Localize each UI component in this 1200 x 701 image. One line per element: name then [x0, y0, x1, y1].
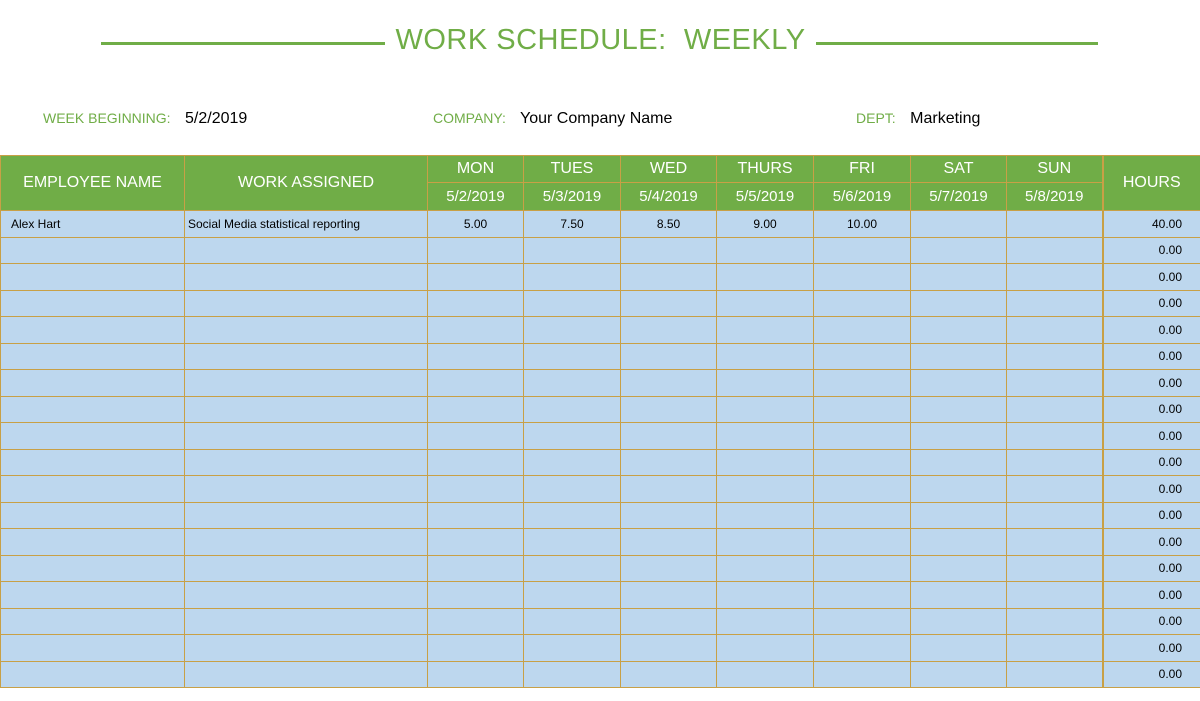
table-row [1, 211, 1200, 238]
hours-sat-cell[interactable] [911, 502, 1007, 529]
employee-name-cell[interactable] [1, 343, 185, 370]
hours-sat-cell[interactable] [911, 661, 1007, 688]
table-row [1, 317, 1200, 344]
hours-sat-cell[interactable] [911, 635, 1007, 662]
hours-mon-cell[interactable] [428, 423, 524, 450]
hours-sat-cell[interactable] [911, 529, 1007, 556]
hours-wed-cell[interactable] [621, 529, 717, 556]
hours-sun-cell[interactable] [1007, 555, 1103, 582]
hours-mon-cell[interactable] [428, 343, 524, 370]
employee-name-cell[interactable] [1, 317, 185, 344]
hours-thurs-cell[interactable] [717, 370, 814, 397]
hours-sun-cell[interactable] [1007, 264, 1103, 291]
title-banner [0, 18, 1200, 62]
total-hours-cell[interactable]: 0.00 [1103, 264, 1200, 291]
employee-name-cell[interactable] [1, 370, 185, 397]
hours-tues-cell[interactable] [524, 502, 621, 529]
hours-sun-cell[interactable] [1007, 396, 1103, 423]
hours-wed-cell[interactable] [621, 582, 717, 609]
work-assigned-cell[interactable] [185, 582, 428, 609]
hours-thurs-cell[interactable] [717, 343, 814, 370]
hours-mon-cell[interactable] [428, 502, 524, 529]
hours-mon-cell[interactable] [428, 476, 524, 503]
hours-tues-cell[interactable] [524, 396, 621, 423]
hours-wed-cell[interactable] [621, 343, 717, 370]
week-beginning-field [43, 108, 247, 129]
dept-label: DEPT: [856, 110, 896, 126]
hours-sun-cell[interactable] [1007, 476, 1103, 503]
hours-thurs-cell[interactable] [717, 608, 814, 635]
employee-name-cell[interactable] [1, 529, 185, 556]
hours-wed-cell[interactable]: 8.50 [621, 211, 717, 238]
hours-thurs-cell[interactable] [717, 423, 814, 450]
hours-thurs-cell[interactable] [717, 264, 814, 291]
total-hours-cell[interactable]: 0.00 [1103, 635, 1200, 662]
hours-sun-cell[interactable] [1007, 423, 1103, 450]
hours-thurs-cell[interactable] [717, 317, 814, 344]
table-row [1, 343, 1200, 370]
employee-name-cell[interactable] [1, 661, 185, 688]
header-day-tues: TUES [524, 156, 621, 183]
total-hours-cell[interactable]: 40.00 [1103, 211, 1200, 238]
hours-tues-cell[interactable] [524, 529, 621, 556]
hours-fri-cell[interactable] [814, 370, 911, 397]
table-row [1, 290, 1200, 317]
hours-tues-cell[interactable] [524, 290, 621, 317]
header-date-sun: 5/8/2019 [1007, 183, 1103, 211]
hours-tues-cell[interactable] [524, 608, 621, 635]
header-work-assigned: WORK ASSIGNED [185, 156, 428, 211]
hours-fri-cell[interactable] [814, 423, 911, 450]
header-day-mon: MON [428, 156, 524, 183]
hours-mon-cell[interactable]: 5.00 [428, 211, 524, 238]
table-row [1, 396, 1200, 423]
total-hours-cell[interactable]: 0.00 [1103, 237, 1200, 264]
hours-tues-cell[interactable] [524, 555, 621, 582]
hours-mon-cell[interactable] [428, 582, 524, 609]
hours-fri-cell[interactable] [814, 529, 911, 556]
total-hours-cell[interactable]: 0.00 [1103, 476, 1200, 503]
work-assigned-cell[interactable] [185, 290, 428, 317]
table-row [1, 476, 1200, 503]
hours-sat-cell[interactable] [911, 476, 1007, 503]
hours-tues-cell[interactable]: 7.50 [524, 211, 621, 238]
hours-wed-cell[interactable] [621, 502, 717, 529]
hours-wed-cell[interactable] [621, 661, 717, 688]
table-row [1, 661, 1200, 688]
hours-sat-cell[interactable] [911, 237, 1007, 264]
total-hours-cell[interactable]: 0.00 [1103, 582, 1200, 609]
hours-fri-cell[interactable] [814, 476, 911, 503]
header-day-sat: SAT [911, 156, 1007, 183]
hours-mon-cell[interactable] [428, 449, 524, 476]
total-hours-cell[interactable]: 0.00 [1103, 529, 1200, 556]
hours-fri-cell[interactable] [814, 555, 911, 582]
hours-tues-cell[interactable] [524, 449, 621, 476]
hours-fri-cell[interactable] [814, 582, 911, 609]
hours-sat-cell[interactable] [911, 396, 1007, 423]
work-assigned-cell[interactable] [185, 476, 428, 503]
employee-name-cell[interactable] [1, 449, 185, 476]
hours-fri-cell[interactable] [814, 608, 911, 635]
hours-sat-cell[interactable] [911, 608, 1007, 635]
total-hours-cell[interactable]: 0.00 [1103, 555, 1200, 582]
total-hours-cell[interactable]: 0.00 [1103, 661, 1200, 688]
header-day-fri: FRI [814, 156, 911, 183]
dept-field [856, 108, 980, 129]
hours-tues-cell[interactable] [524, 343, 621, 370]
hours-wed-cell[interactable] [621, 423, 717, 450]
hours-mon-cell[interactable] [428, 290, 524, 317]
hours-sun-cell[interactable] [1007, 317, 1103, 344]
work-assigned-cell[interactable] [185, 423, 428, 450]
week-beginning-label: WEEK BEGINNING: [43, 110, 171, 126]
hours-thurs-cell[interactable] [717, 290, 814, 317]
hours-sat-cell[interactable] [911, 264, 1007, 291]
hours-sun-cell[interactable] [1007, 237, 1103, 264]
work-assigned-cell[interactable]: Social Media statistical reporting [185, 211, 428, 238]
hours-thurs-cell[interactable] [717, 529, 814, 556]
hours-sun-cell[interactable] [1007, 370, 1103, 397]
hours-mon-cell[interactable] [428, 555, 524, 582]
hours-mon-cell[interactable] [428, 317, 524, 344]
employee-name-cell[interactable] [1, 423, 185, 450]
employee-name-cell[interactable] [1, 582, 185, 609]
hours-mon-cell[interactable] [428, 396, 524, 423]
dept-value[interactable]: Marketing [910, 110, 981, 127]
hours-sat-cell[interactable] [911, 343, 1007, 370]
hours-fri-cell[interactable] [814, 343, 911, 370]
hours-fri-cell[interactable] [814, 264, 911, 291]
header-date-mon: 5/2/2019 [428, 183, 524, 211]
hours-fri-cell[interactable] [814, 449, 911, 476]
hours-thurs-cell[interactable] [717, 476, 814, 503]
company-value[interactable]: Your Company Name [520, 110, 673, 127]
hours-fri-cell[interactable]: 10.00 [814, 211, 911, 238]
hours-tues-cell[interactable] [524, 317, 621, 344]
schedule-body [1, 211, 1200, 688]
hours-sat-cell[interactable] [911, 290, 1007, 317]
header-day-sun: SUN [1007, 156, 1103, 183]
hours-tues-cell[interactable] [524, 582, 621, 609]
hours-wed-cell[interactable] [621, 290, 717, 317]
hours-fri-cell[interactable] [814, 635, 911, 662]
header-date-thurs: 5/5/2019 [717, 183, 814, 211]
hours-mon-cell[interactable] [428, 608, 524, 635]
header-day-thurs: THURS [717, 156, 814, 183]
header-date-fri: 5/6/2019 [814, 183, 911, 211]
hours-mon-cell[interactable] [428, 529, 524, 556]
hours-sat-cell[interactable] [911, 555, 1007, 582]
work-assigned-cell[interactable] [185, 529, 428, 556]
hours-sun-cell[interactable] [1007, 343, 1103, 370]
hours-thurs-cell[interactable] [717, 237, 814, 264]
hours-wed-cell[interactable] [621, 555, 717, 582]
work-assigned-cell[interactable] [185, 370, 428, 397]
title-rule-left [101, 42, 385, 45]
hours-wed-cell[interactable] [621, 370, 717, 397]
hours-sun-cell[interactable] [1007, 502, 1103, 529]
hours-thurs-cell[interactable] [717, 661, 814, 688]
work-assigned-cell[interactable] [185, 396, 428, 423]
employee-name-cell[interactable] [1, 555, 185, 582]
company-label: COMPANY: [433, 110, 506, 126]
hours-sat-cell[interactable] [911, 582, 1007, 609]
hours-tues-cell[interactable] [524, 237, 621, 264]
employee-name-cell[interactable] [1, 608, 185, 635]
header-date-sat: 5/7/2019 [911, 183, 1007, 211]
employee-name-cell[interactable] [1, 264, 185, 291]
table-row [1, 608, 1200, 635]
hours-thurs-cell[interactable]: 9.00 [717, 211, 814, 238]
work-assigned-cell[interactable] [185, 502, 428, 529]
hours-fri-cell[interactable] [814, 502, 911, 529]
hours-thurs-cell[interactable] [717, 582, 814, 609]
table-row [1, 502, 1200, 529]
hours-sat-cell[interactable] [911, 449, 1007, 476]
company-field [433, 108, 672, 129]
hours-sun-cell[interactable] [1007, 211, 1103, 238]
total-hours-cell[interactable]: 0.00 [1103, 423, 1200, 450]
hours-thurs-cell[interactable] [717, 502, 814, 529]
hours-sun-cell[interactable] [1007, 608, 1103, 635]
hours-fri-cell[interactable] [814, 661, 911, 688]
hours-fri-cell[interactable] [814, 396, 911, 423]
hours-sun-cell[interactable] [1007, 449, 1103, 476]
total-hours-cell[interactable]: 0.00 [1103, 608, 1200, 635]
hours-tues-cell[interactable] [524, 635, 621, 662]
total-hours-cell[interactable]: 0.00 [1103, 502, 1200, 529]
hours-mon-cell[interactable] [428, 370, 524, 397]
hours-tues-cell[interactable] [524, 423, 621, 450]
hours-mon-cell[interactable] [428, 264, 524, 291]
total-hours-cell[interactable]: 0.00 [1103, 370, 1200, 397]
hours-tues-cell[interactable] [524, 661, 621, 688]
hours-mon-cell[interactable] [428, 661, 524, 688]
table-row [1, 582, 1200, 609]
table-row [1, 423, 1200, 450]
hours-tues-cell[interactable] [524, 370, 621, 397]
total-hours-cell[interactable]: 0.00 [1103, 317, 1200, 344]
hours-mon-cell[interactable] [428, 635, 524, 662]
hours-wed-cell[interactable] [621, 635, 717, 662]
work-assigned-cell[interactable] [185, 608, 428, 635]
hours-thurs-cell[interactable] [717, 449, 814, 476]
header-date-tues: 5/3/2019 [524, 183, 621, 211]
header-employee-name: EMPLOYEE NAME [1, 156, 185, 211]
work-assigned-cell[interactable] [185, 555, 428, 582]
work-assigned-cell[interactable] [185, 661, 428, 688]
hours-thurs-cell[interactable] [717, 635, 814, 662]
hours-wed-cell[interactable] [621, 608, 717, 635]
hours-wed-cell[interactable] [621, 449, 717, 476]
work-assigned-cell[interactable] [185, 264, 428, 291]
table-row [1, 635, 1200, 662]
hours-sat-cell[interactable] [911, 317, 1007, 344]
hours-thurs-cell[interactable] [717, 555, 814, 582]
hours-sat-cell[interactable] [911, 370, 1007, 397]
hours-wed-cell[interactable] [621, 237, 717, 264]
employee-name-cell[interactable] [1, 635, 185, 662]
table-row [1, 237, 1200, 264]
employee-name-cell[interactable] [1, 290, 185, 317]
table-row [1, 555, 1200, 582]
employee-name-cell[interactable] [1, 476, 185, 503]
table-row [1, 529, 1200, 556]
hours-wed-cell[interactable] [621, 317, 717, 344]
employee-name-cell[interactable] [1, 502, 185, 529]
employee-name-cell[interactable] [1, 237, 185, 264]
hours-sat-cell[interactable] [911, 423, 1007, 450]
hours-wed-cell[interactable] [621, 264, 717, 291]
hours-fri-cell[interactable] [814, 317, 911, 344]
work-assigned-cell[interactable] [185, 635, 428, 662]
employee-name-cell[interactable] [1, 396, 185, 423]
page-title: WORK SCHEDULE: WEEKLY [395, 24, 806, 56]
hours-wed-cell[interactable] [621, 396, 717, 423]
hours-fri-cell[interactable] [814, 237, 911, 264]
work-assigned-cell[interactable] [185, 343, 428, 370]
hours-mon-cell[interactable] [428, 237, 524, 264]
hours-sun-cell[interactable] [1007, 635, 1103, 662]
hours-fri-cell[interactable] [814, 290, 911, 317]
hours-thurs-cell[interactable] [717, 396, 814, 423]
hours-sat-cell[interactable] [911, 211, 1007, 238]
hours-sun-cell[interactable] [1007, 661, 1103, 688]
hours-sun-cell[interactable] [1007, 290, 1103, 317]
total-hours-cell[interactable]: 0.00 [1103, 343, 1200, 370]
header-hours: HOURS [1103, 156, 1200, 211]
week-beginning-value[interactable]: 5/2/2019 [185, 110, 248, 127]
total-hours-cell[interactable]: 0.00 [1103, 396, 1200, 423]
header-day-wed: WED [621, 156, 717, 183]
table-row [1, 370, 1200, 397]
work-assigned-cell[interactable] [185, 237, 428, 264]
hours-tues-cell[interactable] [524, 264, 621, 291]
table-row [1, 264, 1200, 291]
header-date-wed: 5/4/2019 [621, 183, 717, 211]
work-assigned-cell[interactable] [185, 449, 428, 476]
title-rule-right [816, 42, 1098, 45]
table-row [1, 449, 1200, 476]
total-hours-cell[interactable]: 0.00 [1103, 449, 1200, 476]
hours-sun-cell[interactable] [1007, 529, 1103, 556]
work-assigned-cell[interactable] [185, 317, 428, 344]
hours-sun-cell[interactable] [1007, 582, 1103, 609]
schedule-table [0, 155, 1200, 688]
total-hours-cell[interactable]: 0.00 [1103, 290, 1200, 317]
hours-wed-cell[interactable] [621, 476, 717, 503]
hours-tues-cell[interactable] [524, 476, 621, 503]
employee-name-cell[interactable]: Alex Hart [1, 211, 185, 238]
